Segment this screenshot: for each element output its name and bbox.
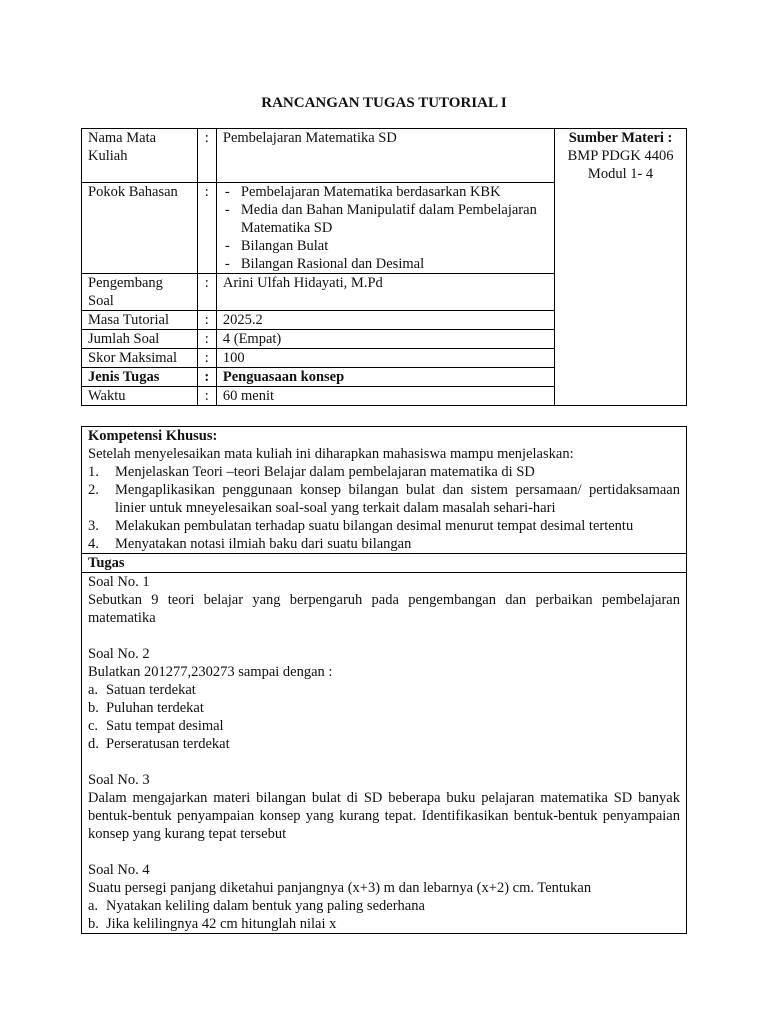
soal-title: Soal No. 3 [88,772,150,788]
option-text: Satu tempat desimal [106,718,224,734]
soal-option [88,735,680,753]
soal-title: Soal No. 4 [88,862,150,878]
row-nama-mata-kuliah [82,129,687,183]
option-letter: b. [88,700,99,716]
colon: : [197,311,216,330]
item-number: 4. [88,536,99,552]
soal-option [88,915,680,933]
sumber-value-bmp: BMP PDGK 4406 [567,148,674,164]
task-table [81,426,687,934]
option-letter: d. [88,736,99,752]
soal-options [88,681,680,753]
kompetensi-heading: Kompetensi Khusus: [88,428,218,444]
soal-options [88,897,680,933]
pengembang-value: Arini Ulfah Hidayati, M.Pd [216,274,554,311]
item-number: 3. [88,518,99,534]
soal-option [88,699,680,717]
row-tugas-heading [82,554,687,573]
item-text: Menyatakan notasi ilmiah baku dari suatu bilangan [115,536,412,552]
pokok-value [216,183,554,274]
row-kompetensi [82,427,687,554]
jumlah-label: Jumlah Soal [82,330,198,349]
soal-2 [88,645,680,753]
soal-1 [88,573,680,627]
sumber-label: Sumber Materi : [568,130,673,146]
pokok-item: - Pembelajaran Matematika berdasarkan KBK [223,183,548,201]
nama-value: Pembelajaran Matematika SD [216,129,554,183]
jenis-value: Penguasaan konsep [216,368,554,387]
option-text: Perseratusan terdekat [106,736,230,752]
tugas-heading: Tugas [82,554,687,573]
item-number: 1. [88,464,99,480]
colon: : [197,274,216,311]
option-letter: a. [88,898,99,914]
pokok-label: Pokok Bahasan [82,183,198,274]
masa-label: Masa Tutorial [82,311,198,330]
skor-label: Skor Maksimal [82,349,198,368]
row-tugas-content [82,573,687,934]
option-text: Nyatakan keliling dalam bentuk yang paling sederhana [106,898,425,914]
soal-option [88,681,680,699]
sumber-materi-cell [555,129,687,406]
pokok-item: - Bilangan Bulat [223,237,548,255]
soal-text: Suatu persegi panjang diketahui panjangnya (x+3) m dan lebarnya (x+2) cm. Tentukan [88,880,592,896]
soal-text: Dalam mengajarkan materi bilangan bulat di SD beberapa buku pelajaran matematika SD banyak bentuk-bentuk penyampaian konsep yang kurang tepat. Identifikasikan bentuk-bentuk penyampaian konsep yang kurang tepat tersebut [88,790,680,842]
waktu-value: 60 menit [216,387,554,406]
sumber-value-modul: Modul 1- 4 [587,166,654,182]
item-text: Mengaplikasikan penggunaan konsep bilangan bulat dan sistem persamaan/ pertidaksamaan linier untuk mneyelesaikan soal-soal yang terkait dalam masalah sehari-hari [115,482,680,516]
soal-text: Bulatkan 201277,230273 sampai dengan : [88,664,333,680]
colon: : [197,349,216,368]
jenis-label: Jenis Tugas [82,368,198,387]
option-text: Jika kelilingnya 42 cm hitunglah nilai x [106,916,337,932]
colon: : [197,183,216,274]
kompetensi-cell [82,427,687,554]
kompetensi-item [88,481,680,517]
item-number: 2. [88,482,99,498]
kompetensi-intro: Setelah menyelesaikan mata kuliah ini diharapkan mahasiswa mampu menjelaskan: [88,446,574,462]
soal-option [88,897,680,915]
soal-title: Soal No. 1 [88,574,150,590]
skor-value: 100 [216,349,554,368]
jumlah-value: 4 (Empat) [216,330,554,349]
item-text: Menjelaskan Teori –teori Belajar dalam pembelajaran matematika di SD [115,464,535,480]
kompetensi-item [88,517,680,535]
soal-option [88,717,680,735]
option-text: Puluhan terdekat [106,700,204,716]
course-info-table [81,128,687,406]
colon: : [197,387,216,406]
pokok-item: - Media dan Bahan Manipulatif dalam Pembelajaran Matematika SD [223,201,548,237]
tugas-content [82,573,687,934]
item-text: Melakukan pembulatan terhadap suatu bilangan desimal menurut tempat desimal tertentu [115,518,634,534]
soal-text: Sebutkan 9 teori belajar yang berpengaruh pada pengembangan dan perbaikan pembelajaran matematika [88,592,680,626]
soal-3 [88,771,680,843]
pengembang-label: Pengembang Soal [82,274,198,311]
kompetensi-item [88,463,680,481]
soal-title: Soal No. 2 [88,646,150,662]
masa-value: 2025.2 [216,311,554,330]
colon: : [197,129,216,183]
soal-4 [88,861,680,933]
document-title: RANCANGAN TUGAS TUTORIAL I [261,95,507,111]
option-letter: a. [88,682,99,698]
kompetensi-list [88,463,680,553]
pokok-item: - Bilangan Rasional dan Desimal [223,255,548,273]
option-letter: c. [88,718,99,734]
option-text: Satuan terdekat [106,682,196,698]
kompetensi-item [88,535,680,553]
option-letter: b. [88,916,99,932]
nama-label: Nama Mata Kuliah [82,129,198,183]
waktu-label: Waktu [82,387,198,406]
colon: : [197,330,216,349]
colon: : [197,368,216,387]
pokok-list [223,183,548,273]
